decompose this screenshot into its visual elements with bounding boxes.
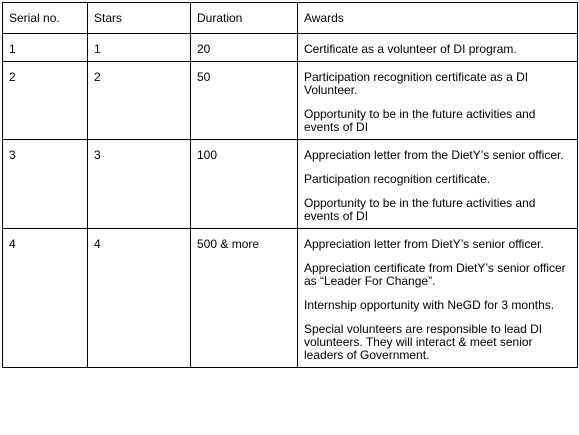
cell-awards (298, 140, 578, 229)
header-duration: Duration (191, 3, 298, 34)
table-header-row (3, 3, 578, 34)
cell-duration: 20 (191, 34, 298, 62)
table-row (3, 62, 578, 140)
cell-duration: 100 (191, 140, 298, 229)
header-stars: Stars (88, 3, 191, 34)
cell-awards (298, 229, 578, 368)
table-row (3, 229, 578, 368)
award-item: Appreciation letter from DietY’s senior officer. (304, 237, 544, 251)
award-item: Participation recognition certificate as a DI Volunteer. (304, 70, 529, 97)
header-serial-no: Serial no. (3, 3, 88, 34)
awards-table (2, 2, 578, 368)
cell-serial: 4 (3, 229, 88, 368)
award-item: Appreciation certificate from DietY’s senior officer as “Leader For Change”. (304, 261, 566, 288)
cell-duration: 500 & more (191, 229, 298, 368)
award-item: Opportunity to be in the future activities and events of DI (304, 196, 536, 223)
cell-stars: 2 (88, 62, 191, 140)
cell-stars: 1 (88, 34, 191, 62)
cell-serial: 2 (3, 62, 88, 140)
cell-duration: 50 (191, 62, 298, 140)
table-row (3, 34, 578, 62)
award-item: Appreciation letter from the DietY’s senior officer. (304, 148, 564, 162)
cell-awards (298, 62, 578, 140)
award-item: Opportunity to be in the future activities and events of DI (304, 107, 536, 134)
cell-awards (298, 34, 578, 62)
cell-serial: 3 (3, 140, 88, 229)
award-item: Participation recognition certificate. (304, 172, 491, 186)
award-item: Internship opportunity with NeGD for 3 months. (304, 298, 555, 312)
award-item: Certificate as a volunteer of DI program. (304, 42, 517, 56)
cell-stars: 4 (88, 229, 191, 368)
table-row (3, 140, 578, 229)
header-awards: Awards (298, 3, 578, 34)
cell-stars: 3 (88, 140, 191, 229)
award-item: Special volunteers are responsible to lead DI volunteers. They will interact & meet senior leaders of Government. (304, 322, 543, 362)
awards-table-container (2, 2, 578, 368)
cell-serial: 1 (3, 34, 88, 62)
